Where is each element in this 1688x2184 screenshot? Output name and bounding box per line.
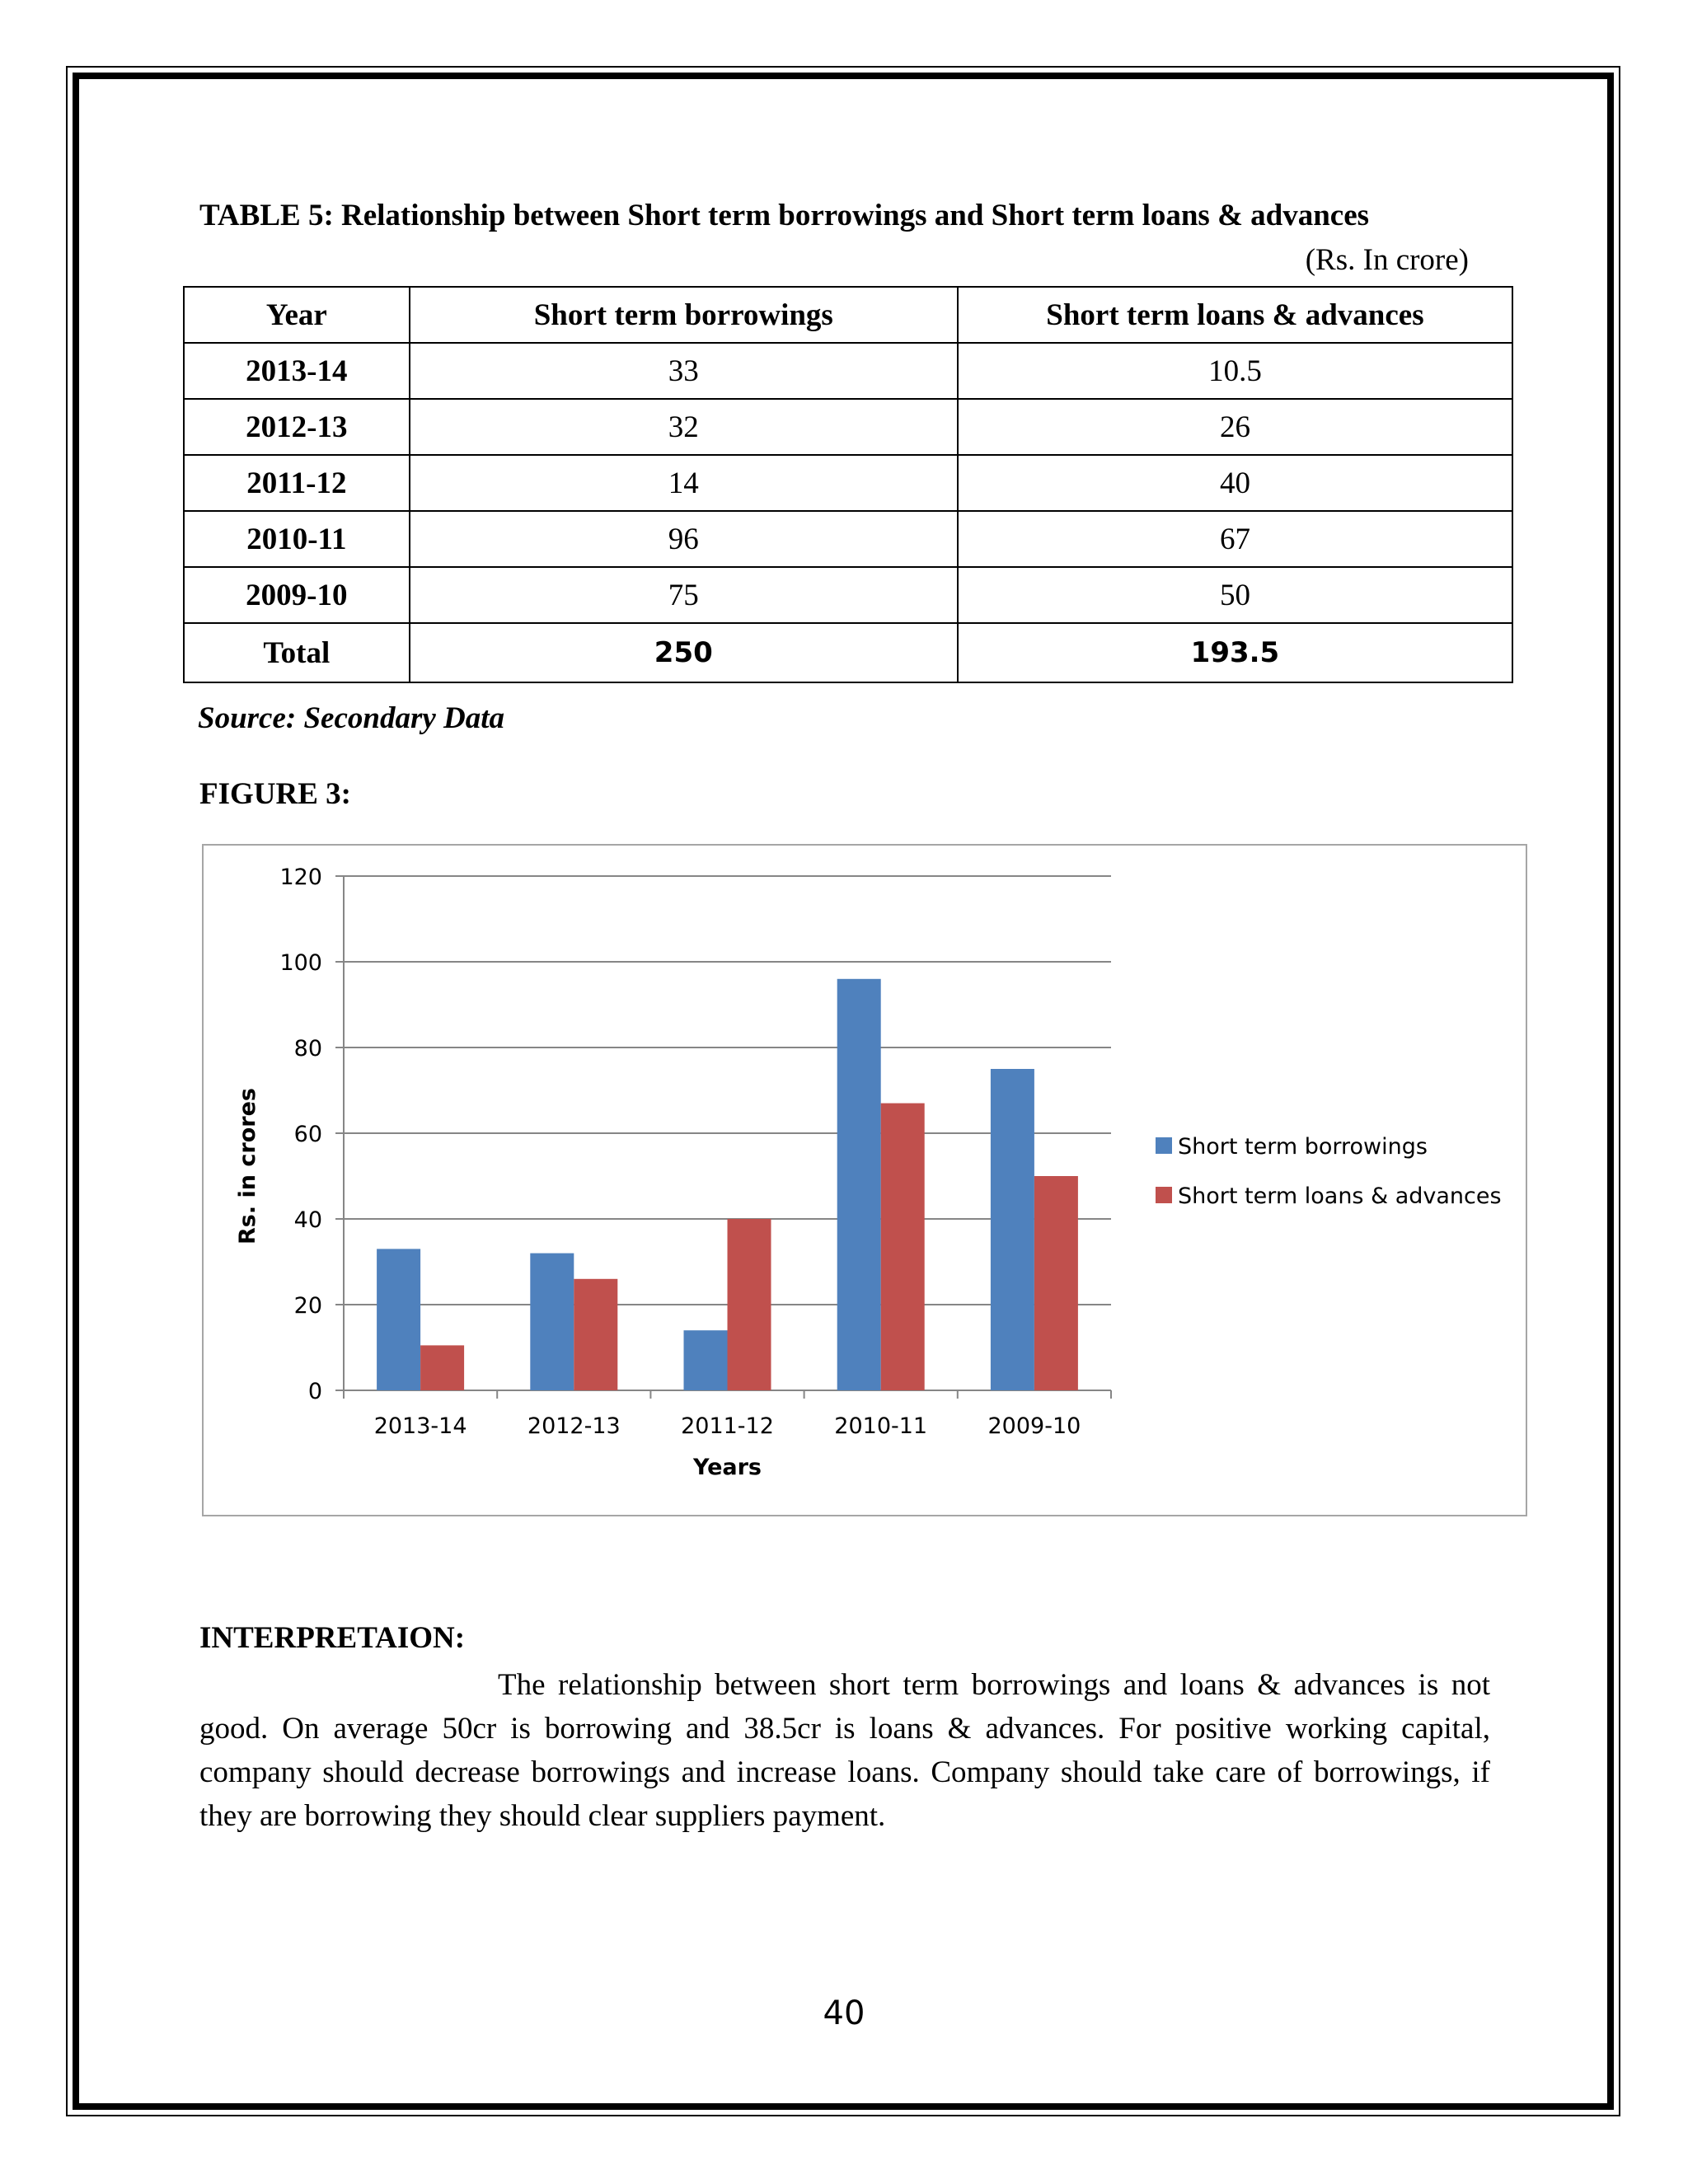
row-year: 2009-10 bbox=[184, 567, 410, 623]
table-row bbox=[184, 399, 1512, 455]
table-row bbox=[184, 343, 1512, 399]
row-year: 2012-13 bbox=[184, 399, 410, 455]
row-loans: 26 bbox=[958, 399, 1512, 455]
header-loans: Short term loans & advances bbox=[958, 287, 1512, 343]
bar-loans bbox=[881, 1104, 925, 1390]
bar-loans bbox=[1034, 1176, 1078, 1390]
bar-borrowings bbox=[530, 1254, 574, 1390]
data-table bbox=[183, 286, 1513, 683]
table-row bbox=[184, 511, 1512, 567]
row-loans: 40 bbox=[958, 455, 1512, 511]
row-year: 2010-11 bbox=[184, 511, 410, 567]
bar-loans bbox=[728, 1219, 771, 1390]
table-row bbox=[184, 567, 1512, 623]
legend-label: Short term borrowings bbox=[1178, 1134, 1428, 1160]
row-borrowings: 33 bbox=[410, 343, 958, 399]
total-borrowings: 250 bbox=[410, 623, 958, 682]
interpretation-title: INTERPRETAION: bbox=[199, 1621, 466, 1655]
header-borrowings: Short term borrowings bbox=[410, 287, 958, 343]
y-tick-label: 100 bbox=[279, 950, 322, 976]
bar-borrowings bbox=[991, 1069, 1034, 1390]
y-tick-label: 20 bbox=[293, 1293, 322, 1319]
bar-borrowings bbox=[837, 979, 881, 1390]
bar-loans bbox=[420, 1345, 464, 1390]
row-borrowings: 75 bbox=[410, 567, 958, 623]
interpretation-body: The relationship between short term borrowings and loans & advances is not good. On average 50cr is borrowing and 38.5cr is loans & advances. For positive working capital, company should decrease borrowings and increase loans. Company should take care of borrowings, if they are borrowing they should clear suppliers payment. bbox=[199, 1668, 1490, 1833]
row-borrowings: 32 bbox=[410, 399, 958, 455]
unit-note: (Rs. In crore) bbox=[1305, 243, 1469, 277]
figure-title: FIGURE 3: bbox=[199, 777, 351, 811]
total-label: Total bbox=[184, 623, 410, 682]
bar-borrowings bbox=[377, 1249, 420, 1390]
table-title: TABLE 5: Relationship between Short term borrowings and Short term loans & advances bbox=[199, 199, 1370, 232]
bar-chart bbox=[204, 846, 1526, 1515]
x-tick-label: 2009-10 bbox=[987, 1413, 1081, 1439]
x-tick-label: 2010-11 bbox=[834, 1413, 928, 1439]
total-loans: 193.5 bbox=[958, 623, 1512, 682]
table-source: Source: Secondary Data bbox=[198, 701, 505, 735]
x-axis-title: Years bbox=[693, 1455, 762, 1480]
bar-borrowings bbox=[684, 1330, 728, 1390]
legend-swatch bbox=[1156, 1187, 1172, 1203]
y-tick-label: 120 bbox=[279, 865, 322, 890]
y-tick-label: 40 bbox=[293, 1207, 322, 1233]
y-axis-title: Rs. in crores bbox=[235, 1088, 260, 1244]
y-tick-label: 80 bbox=[293, 1036, 322, 1062]
x-tick-label: 2011-12 bbox=[681, 1413, 774, 1439]
x-tick-label: 2013-14 bbox=[373, 1413, 467, 1439]
y-tick-label: 0 bbox=[307, 1379, 322, 1404]
table-row bbox=[184, 455, 1512, 511]
page-number: 40 bbox=[823, 1994, 865, 2032]
row-year: 2013-14 bbox=[184, 343, 410, 399]
legend-label: Short term loans & advances bbox=[1178, 1183, 1502, 1209]
header-year: Year bbox=[184, 287, 410, 343]
row-year: 2011-12 bbox=[184, 455, 410, 511]
row-borrowings: 14 bbox=[410, 455, 958, 511]
row-loans: 10.5 bbox=[958, 343, 1512, 399]
legend-swatch bbox=[1156, 1137, 1172, 1154]
chart-container bbox=[202, 844, 1527, 1516]
row-loans: 67 bbox=[958, 511, 1512, 567]
y-tick-label: 60 bbox=[293, 1122, 322, 1147]
table-header-row bbox=[184, 287, 1512, 343]
x-tick-label: 2012-13 bbox=[527, 1413, 621, 1439]
row-loans: 50 bbox=[958, 567, 1512, 623]
table-total-row bbox=[184, 623, 1512, 682]
row-borrowings: 96 bbox=[410, 511, 958, 567]
bar-loans bbox=[574, 1279, 617, 1390]
